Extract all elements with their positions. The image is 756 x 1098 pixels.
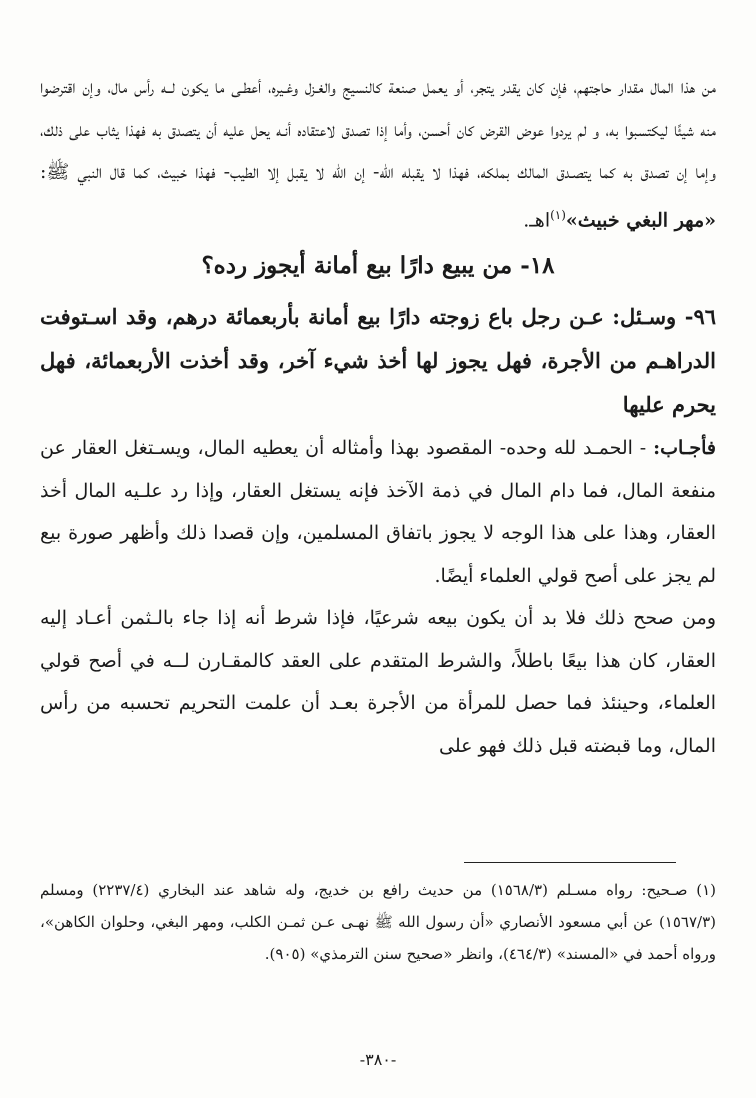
answer-label: فأجـاب:: [653, 437, 716, 460]
section-heading: ١٨- من يبيع دارًا بيع أمانة أيجوز رده؟: [201, 252, 555, 280]
answer-paragraph: [40, 427, 716, 597]
page-content: [40, 66, 716, 767]
paragraph-1-end: اهـ.: [523, 208, 551, 231]
paragraph-3: ومن صحح ذلك فلا بد أن يكون بيعه شرعيًا، فإذا شرط أنه إذا جاء بالـثمن أعـاد إليه العقار، كان هذا بيعًا باطلاً، والشرط المتقدم على العقد كالمقـارن لــه في أصح قولي العلماء، وحينئذ فما حصل للمرأة من الأجرة بعـد أن علمت التحريم تحسبه من رأس المال، وما قبضته قبل ذلك فهو على: [40, 607, 716, 757]
answer-text: - الحمـد لله وحده- المقصود بهذا وأمثاله أن يعطيه المال، ويسـتغل العقار عن منفعة المال، فما دام المال في ذمة الآخذ فإنه يستغل العقار، وإذا رد علـيه المال أخذ العقار، وهذا على هذا الوجه لا يجوز باتفاق المسلمين، وإن قصدا ذلك وأظهر صورة بيع لم يجز على أصح قولي العلماء أيضًا.: [40, 437, 716, 587]
footnote-text: (١) صـحيح: رواه مسـلم (١٥٦٨/٣) من حديث رافع بن خديج، وله شاهد عند البخاري (٢٢٣٧/٤) ومسلم (١٥٦٧/٣) عن أبي مسعود الأنصاري «أن رسول الله ﷺ نهـى عـن ثمـن الكلب، ومهر البغي، وحلوان الكاهن»، ورواه أحمد في «المسند» (٤٦٤/٣)، وانظر «صحيح سنن الترمذي» (٩٠٥).: [40, 881, 716, 963]
footnote-reference[interactable]: (١): [550, 207, 566, 222]
paragraph-1-text: من هذا المال مقدار حاجتهم، فإن كان يقدر يتجر، أو يعمل صنعة كالنسيج والغـزل وغـيره، أعطـى ما يكون لــه رأس مال، وإن اقترضوا منه شيئًا ليكتسبوا به، و لم يردوا عوض القرض كان أحسن، وأما إذا تصدق لاعتقاده أنـه يحل عليه أن يتصدق به فهذا يثاب على ذلك، وإما إن تصدق به كما يتصـدق المالك بملكه، فهذا لا يقبله الله- إن الله لا يقبل إلا الطيب- فهذا خبيث، كما قال النبي ﷺ:: [40, 76, 716, 183]
question-paragraph: ٩٦- وسـئل: عـن رجل باع زوجته دارًا بيع أمانة بأربعمائة درهم، وقد اسـتوفت الدراهـم من الأجرة، فهل يجوز لها أخذ شيء آخر، وقد أخذت الأربعمائة، فهل يحرم عليها: [40, 304, 716, 418]
footnote-divider: [464, 862, 676, 863]
page-number: -٣٨٠-: [359, 1050, 397, 1069]
hadith-quote: «مهر البغي خبيث»: [565, 208, 716, 231]
paragraph-1: [40, 66, 716, 241]
